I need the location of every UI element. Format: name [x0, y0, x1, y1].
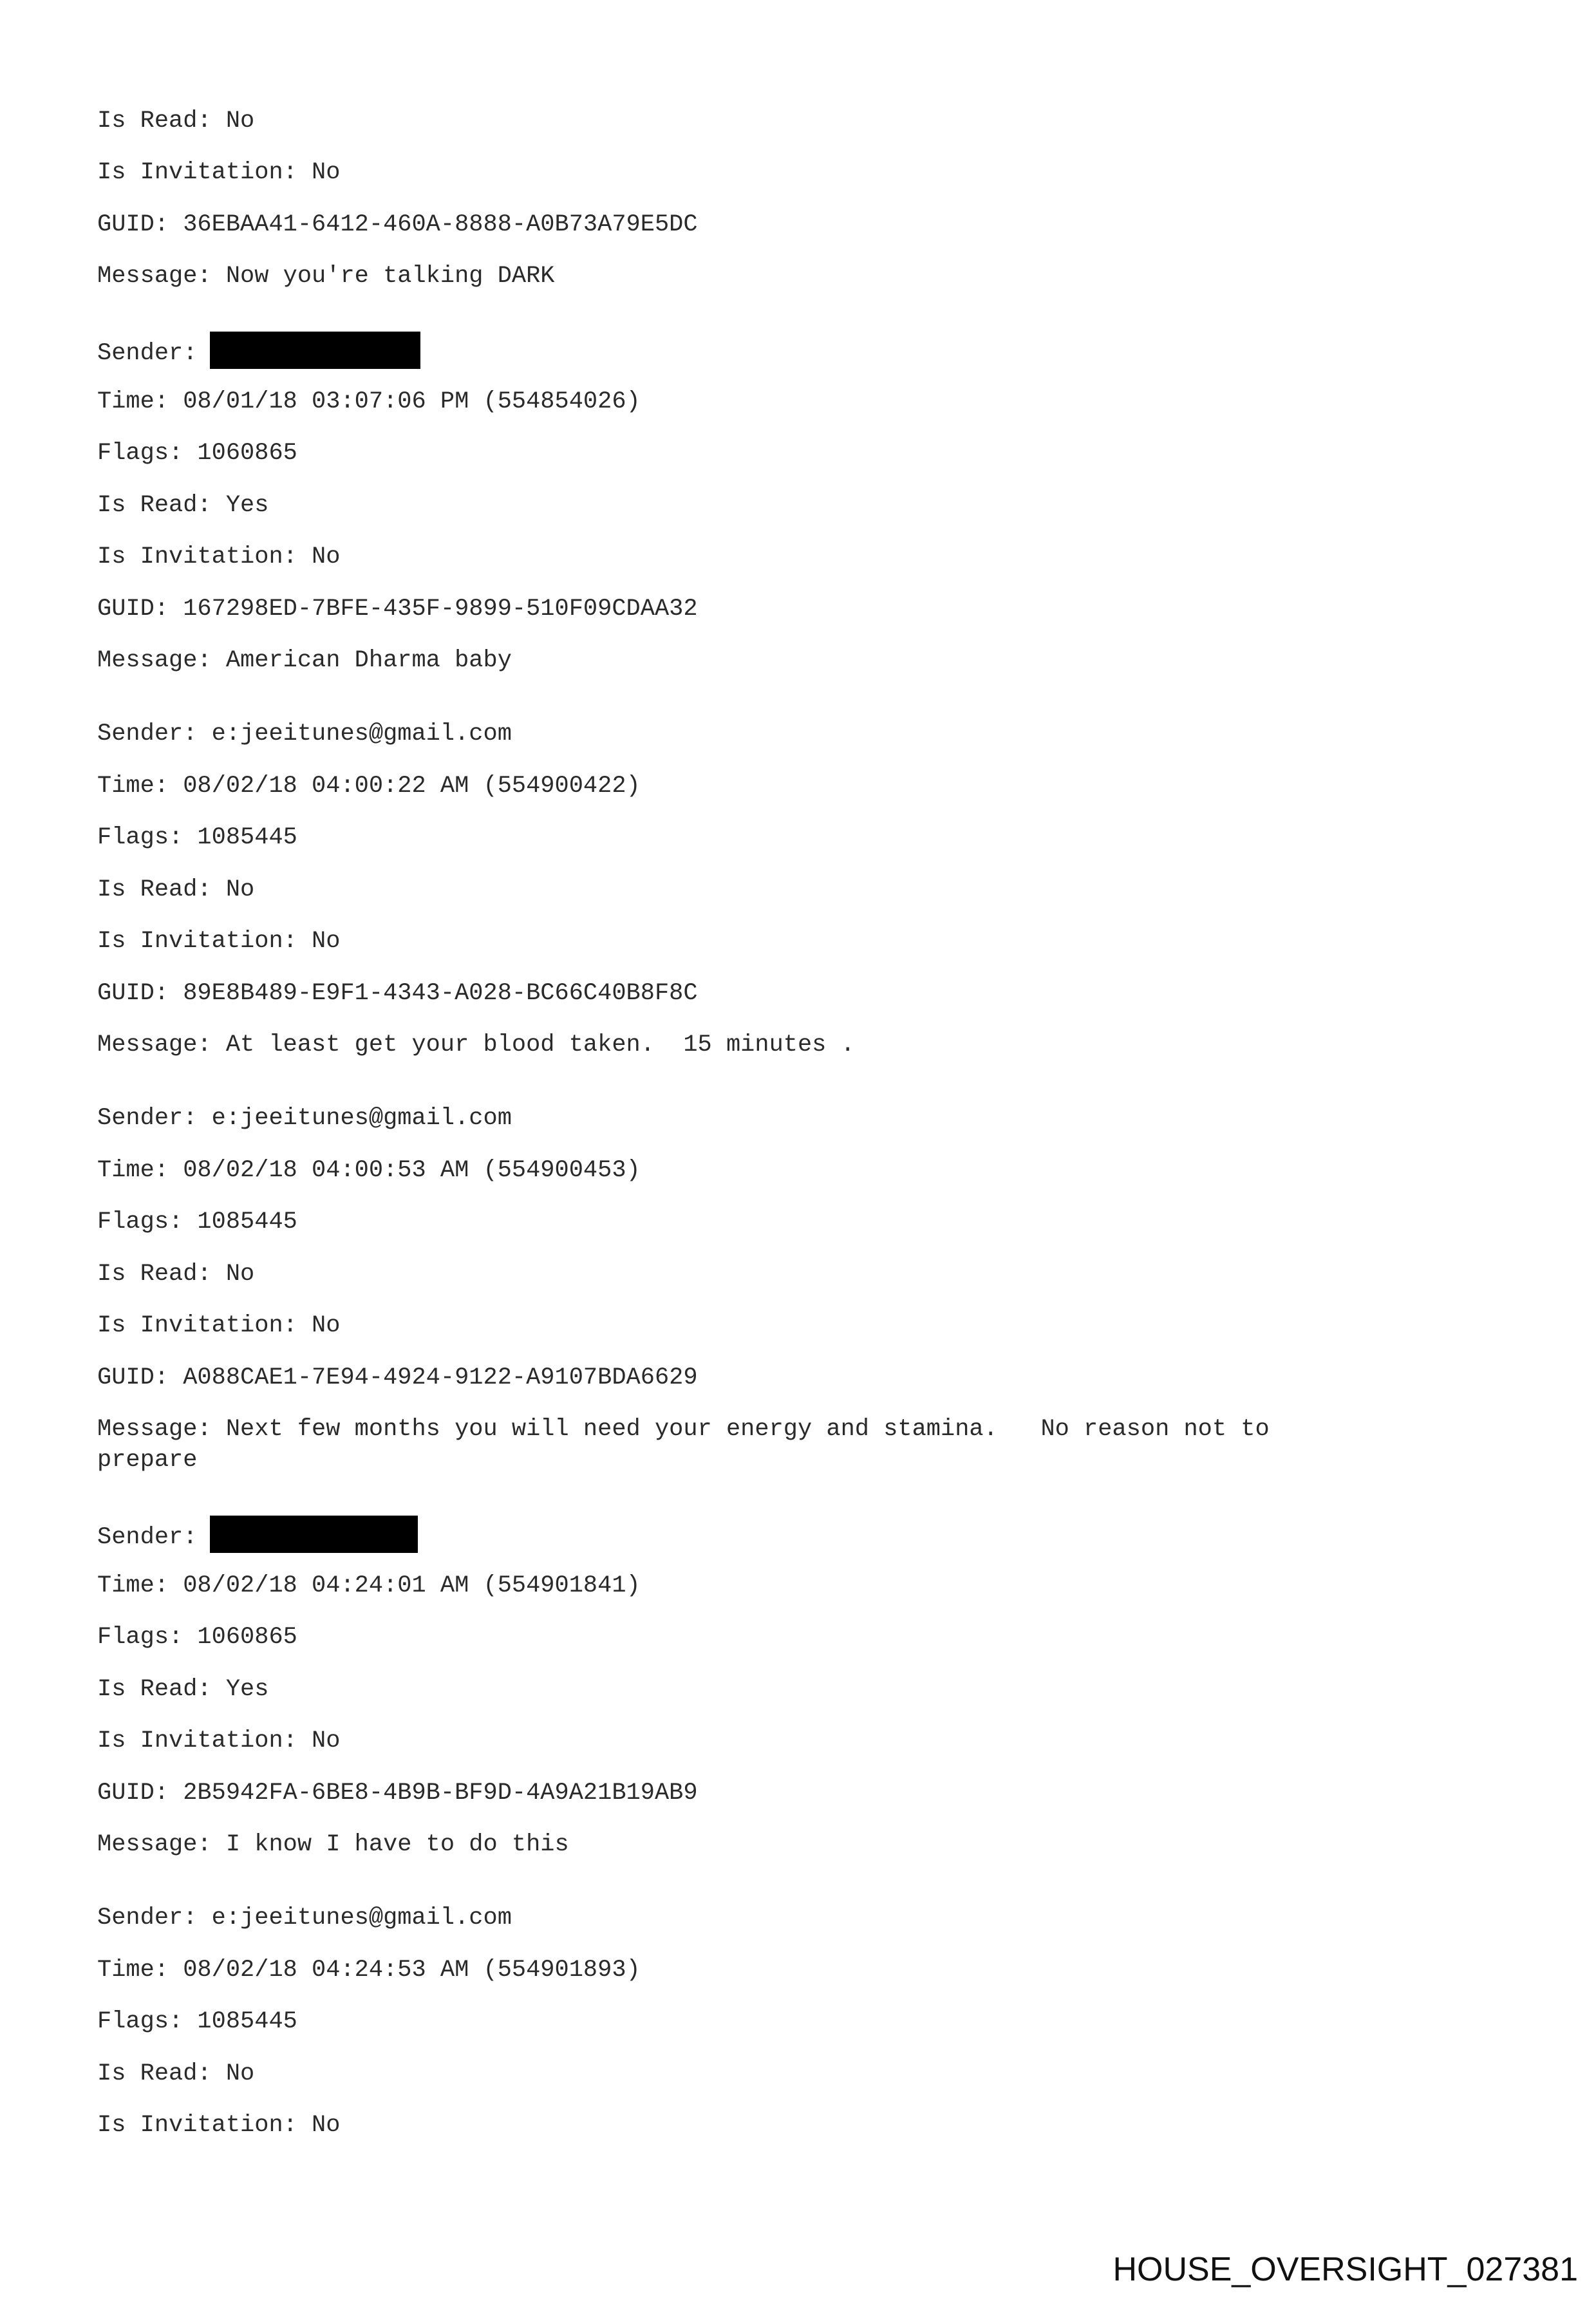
time-line: Time: 08/02/18 04:00:22 AM (554900422): [97, 773, 641, 800]
is-read-line: Is Read: No: [97, 876, 255, 903]
time-line: Time: 08/01/18 03:07:06 PM (554854026): [97, 388, 641, 415]
is-invitation-line: Is Invitation: No: [97, 1727, 341, 1754]
redaction-box: [210, 1516, 418, 1553]
time-line: Time: 08/02/18 04:24:53 AM (554901893): [97, 1957, 641, 1984]
is-read-line: Is Read: No: [97, 2060, 255, 2087]
flags-line: Flags: 1060865: [97, 1624, 297, 1651]
message-line-continued: prepare: [97, 1447, 198, 1474]
time-line: Time: 08/02/18 04:24:01 AM (554901841): [97, 1572, 641, 1599]
message-line: Message: American Dharma baby: [97, 647, 512, 674]
message-line: Message: I know I have to do this: [97, 1831, 569, 1858]
guid-line: GUID: 2B5942FA-6BE8-4B9B-BF9D-4A9A21B19AB9: [97, 1780, 698, 1807]
sender-line: Sender: e:jeeitunes@gmail.com: [97, 1904, 512, 1932]
sender-label: Sender:: [97, 1523, 198, 1551]
is-invitation-line: Is Invitation: No: [97, 928, 341, 955]
guid-line: GUID: 89E8B489-E9F1-4343-A028-BC66C40B8F8C: [97, 980, 698, 1007]
sender-line: [97, 334, 420, 371]
time-line: Time: 08/02/18 04:00:53 AM (554900453): [97, 1157, 641, 1184]
is-read-line: Is Read: No: [97, 1261, 255, 1288]
flags-line: Flags: 1085445: [97, 824, 297, 851]
message-line: Message: At least get your blood taken. 15 minutes .: [97, 1031, 855, 1058]
is-invitation-line: Is Invitation: No: [97, 159, 341, 186]
is-invitation-line: Is Invitation: No: [97, 2112, 341, 2139]
sender-line: Sender: e:jeeitunes@gmail.com: [97, 1105, 512, 1132]
sender-line: [97, 1518, 418, 1556]
guid-line: GUID: 167298ED-7BFE-435F-9899-510F09CDAA32: [97, 596, 698, 623]
message-line: Message: Next few months you will need your energy and stamina. No reason not to: [97, 1416, 1270, 1443]
redaction-box: [210, 332, 420, 369]
sender-line: Sender: e:jeeitunes@gmail.com: [97, 720, 512, 747]
flags-line: Flags: 1085445: [97, 2008, 297, 2035]
is-read-line: Is Read: Yes: [97, 492, 269, 519]
is-invitation-line: Is Invitation: No: [97, 1312, 341, 1339]
message-line: Message: Now you're talking DARK: [97, 263, 555, 290]
is-read-line: Is Read: Yes: [97, 1676, 269, 1703]
is-read-line: Is Read: No: [97, 108, 255, 135]
guid-line: GUID: 36EBAA41-6412-460A-8888-A0B73A79E5DC: [97, 211, 698, 238]
flags-line: Flags: 1085445: [97, 1208, 297, 1236]
guid-line: GUID: A088CAE1-7E94-4924-9122-A9107BDA6629: [97, 1364, 698, 1391]
flags-line: Flags: 1060865: [97, 440, 297, 467]
is-invitation-line: Is Invitation: No: [97, 543, 341, 570]
bates-number: HOUSE_OVERSIGHT_027381: [1113, 2251, 1578, 2288]
sender-label: Sender:: [97, 339, 198, 367]
